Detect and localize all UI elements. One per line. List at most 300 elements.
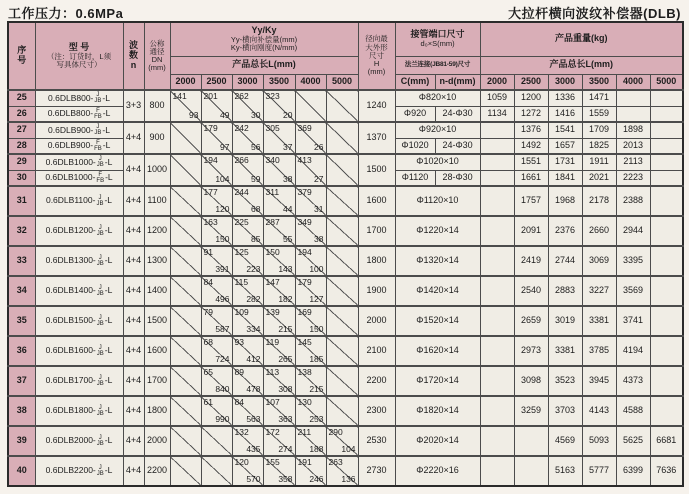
table-row — [8, 366, 683, 396]
table-row — [8, 246, 683, 276]
lateral-stiffness-value: 104 — [341, 443, 356, 454]
lateral-stiffness-value: 334 — [246, 323, 261, 334]
yk-diagonal-cell — [326, 306, 358, 336]
cell-flange-c: Φ1120 — [395, 170, 435, 186]
yk-diagonal-cell — [232, 122, 263, 154]
cell-weight: 3395 — [616, 246, 650, 276]
yk-diagonal-cell — [232, 306, 263, 336]
cell-model — [35, 216, 123, 246]
yk-diagonal-cell — [326, 396, 358, 426]
cell-h-dim: 2730 — [358, 456, 395, 486]
yk-diagonal-cell — [326, 186, 358, 216]
cell-dn: 1200 — [144, 216, 170, 246]
cell-weight: 2223 — [616, 170, 650, 186]
cell-weight: 1657 — [548, 138, 582, 154]
model-variant-fraction: J JB — [96, 195, 104, 207]
model-code: 0.6DLB2200- J JB -L — [45, 465, 113, 477]
cell-weight: 2744 — [548, 246, 582, 276]
cell-weight: 2660 — [582, 216, 616, 246]
cell-weight — [650, 170, 683, 186]
cell-pipe-end: Φ1120×10 — [395, 186, 480, 216]
lateral-compensation-value: 169 — [297, 307, 312, 317]
cell-pipe-end: Φ1520×14 — [395, 306, 480, 336]
cell-weight: 1968 — [548, 186, 582, 216]
working-pressure-title: 工作压力：0.6MPa — [8, 6, 124, 21]
header-yk-length-2000: 2000 — [170, 74, 201, 90]
lateral-stiffness-value: 363 — [278, 413, 293, 424]
lateral-compensation-value: 266 — [234, 155, 249, 165]
cell-dn: 1100 — [144, 186, 170, 216]
cell-weight — [650, 90, 683, 106]
model-code: 0.6DLB800- F FB -L — [47, 107, 111, 120]
lateral-stiffness-value: 26 — [314, 141, 324, 152]
cell-model — [35, 138, 123, 154]
cell-weight — [650, 216, 683, 246]
cell-weight — [480, 396, 514, 426]
cell-weight: 2659 — [514, 306, 548, 336]
cell-weight: 1272 — [514, 106, 548, 122]
table-row — [8, 426, 683, 456]
yk-diagonal-cell — [295, 396, 326, 426]
cell-model — [35, 396, 123, 426]
cell-weight — [480, 138, 514, 154]
lateral-compensation-value: 201 — [203, 91, 218, 101]
cell-weight — [480, 186, 514, 216]
cell-weight: 1541 — [548, 122, 582, 138]
lateral-compensation-value: 84 — [234, 397, 244, 407]
yk-diagonal-cell — [201, 366, 232, 396]
lateral-stiffness-value: 56 — [251, 141, 261, 152]
header-yk-length-3500: 3500 — [263, 74, 295, 90]
model-code: 0.6DLB1600- J JB -L — [45, 345, 113, 357]
cell-model — [35, 246, 123, 276]
lateral-stiffness-value: 724 — [215, 353, 230, 364]
yk-diagonal-cell — [326, 246, 358, 276]
yk-diagonal-cell — [232, 396, 263, 426]
cell-weight: 5777 — [582, 456, 616, 486]
header-yk-length-2500: 2500 — [201, 74, 232, 90]
cell-weight: 2944 — [616, 216, 650, 246]
header-wt-length-3000: 3000 — [548, 74, 582, 90]
cell-pipe-end: Φ1820×14 — [395, 396, 480, 426]
lateral-stiffness-value: 840 — [215, 383, 230, 394]
cell-weight — [650, 396, 683, 426]
header-dn: 公称 通径 DN (mm) — [144, 22, 170, 90]
cell-weight: 3019 — [548, 306, 582, 336]
lateral-compensation-value: 242 — [234, 123, 249, 133]
lateral-stiffness-value: 223 — [246, 263, 261, 274]
lateral-compensation-value: 177 — [203, 187, 218, 197]
yk-diagonal-cell — [295, 154, 326, 186]
lateral-compensation-value: 413 — [297, 155, 312, 165]
model-variant-fraction: F FB — [94, 139, 102, 152]
lateral-compensation-value: 311 — [265, 187, 280, 197]
model-variant-fraction: F FB — [94, 107, 102, 120]
cell-weight — [616, 106, 650, 122]
yk-diagonal-cell — [263, 396, 295, 426]
cell-weight: 2388 — [616, 186, 650, 216]
yk-diagonal-cell — [263, 366, 295, 396]
model-variant-fraction: J JB — [94, 92, 102, 105]
yk-diagonal-cell — [295, 276, 326, 306]
yk-diagonal-cell — [170, 246, 201, 276]
lateral-stiffness-value: 38 — [314, 233, 324, 244]
yk-diagonal-cell — [326, 154, 358, 186]
cell-h-dim: 1240 — [358, 90, 395, 122]
model-code: 0.6DLB1300- J JB -L — [45, 255, 113, 267]
lateral-compensation-value: 172 — [265, 427, 280, 437]
cell-pipe-end: Φ1620×14 — [395, 336, 480, 366]
lateral-stiffness-value: 49 — [220, 109, 230, 120]
yk-diagonal-cell — [232, 186, 263, 216]
lateral-stiffness-value: 97 — [220, 141, 230, 152]
lateral-stiffness-value: 990 — [215, 413, 230, 424]
model-code: 0.6DLB1800- J JB -L — [45, 405, 113, 417]
cell-weight — [650, 138, 683, 154]
cell-pipe-end: Φ920×10 — [395, 122, 480, 138]
cell-weight: 2540 — [514, 276, 548, 306]
cell-weight — [650, 186, 683, 216]
cell-flange-c: Φ1020 — [395, 138, 435, 154]
cell-weight: 3098 — [514, 366, 548, 396]
lateral-stiffness-value: 478 — [246, 383, 261, 394]
lateral-compensation-value: 113 — [265, 367, 280, 377]
cell-weight: 2883 — [548, 276, 582, 306]
cell-weight: 5093 — [582, 426, 616, 456]
cell-wave-count: 4+4 — [123, 186, 144, 216]
model-variant-fraction: J JB — [96, 156, 104, 169]
lateral-stiffness-value: 496 — [215, 293, 230, 304]
header-h-dim: 径向最 大外形 尺寸 H (mm) — [358, 22, 395, 90]
cell-weight: 4569 — [548, 426, 582, 456]
yk-diagonal-cell — [232, 426, 263, 456]
lateral-compensation-value: 225 — [234, 217, 249, 227]
cell-weight — [480, 170, 514, 186]
cell-weight: 4373 — [616, 366, 650, 396]
lateral-stiffness-value: 27 — [314, 173, 324, 184]
yk-diagonal-cell — [201, 246, 232, 276]
cell-weight — [480, 122, 514, 138]
yk-diagonal-cell — [232, 366, 263, 396]
yk-diagonal-cell — [232, 154, 263, 186]
cell-weight: 1134 — [480, 106, 514, 122]
lateral-stiffness-value: 143 — [278, 263, 293, 274]
model-code: 0.6DLB1500- J JB -L — [45, 315, 113, 327]
cell-weight — [480, 366, 514, 396]
cell-seq: 30 — [8, 170, 35, 186]
header-wt-length-3500: 3500 — [582, 74, 616, 90]
cell-weight: 3785 — [582, 336, 616, 366]
lateral-stiffness-value: 150 — [309, 323, 324, 334]
cell-weight — [650, 106, 683, 122]
cell-weight: 3381 — [548, 336, 582, 366]
cell-flange-nd: 28-Φ30 — [435, 170, 480, 186]
table-row — [8, 216, 683, 246]
cell-model — [35, 306, 123, 336]
table-row — [8, 396, 683, 426]
cell-weight: 3741 — [616, 306, 650, 336]
spec-table — [7, 21, 684, 487]
header-pipe-end: 接管端口尺寸 d₀×S(mm) — [395, 22, 480, 56]
cell-wave-count: 4+4 — [123, 336, 144, 366]
yk-diagonal-cell — [170, 276, 201, 306]
model-code: 0.6DLB1000- J JB -L — [45, 156, 113, 169]
cell-weight — [480, 426, 514, 456]
lateral-compensation-value: 244 — [234, 187, 249, 197]
cell-model — [35, 456, 123, 486]
cell-weight: 1841 — [548, 170, 582, 186]
cell-wave-count: 4+4 — [123, 366, 144, 396]
lateral-stiffness-value: 38 — [283, 173, 293, 184]
cell-seq: 27 — [8, 122, 35, 138]
lateral-compensation-value: 290 — [328, 427, 343, 437]
yk-diagonal-cell — [170, 306, 201, 336]
cell-weight: 3523 — [548, 366, 582, 396]
lateral-compensation-value: 120 — [234, 457, 249, 467]
lateral-compensation-value: 287 — [265, 217, 280, 227]
lateral-compensation-value: 150 — [265, 247, 280, 257]
lateral-compensation-value: 115 — [234, 277, 249, 287]
lateral-stiffness-value: 30 — [251, 109, 261, 120]
model-variant-fraction: J JB — [96, 375, 104, 387]
lateral-stiffness-value: 44 — [283, 203, 293, 214]
model-variant-fraction: J JB — [96, 345, 104, 357]
yk-diagonal-cell — [263, 306, 295, 336]
yk-diagonal-cell — [263, 122, 295, 154]
cell-dn: 1600 — [144, 336, 170, 366]
cell-weight: 1911 — [582, 154, 616, 170]
lateral-compensation-value: 65 — [203, 367, 213, 377]
cell-dn: 1400 — [144, 276, 170, 306]
lateral-stiffness-value: 37 — [283, 141, 293, 152]
yk-diagonal-cell — [295, 426, 326, 456]
cell-h-dim: 2300 — [358, 396, 395, 426]
lateral-compensation-value: 84 — [203, 277, 213, 287]
yk-diagonal-cell — [170, 186, 201, 216]
lateral-stiffness-value: 358 — [278, 473, 293, 484]
lateral-compensation-value: 194 — [297, 247, 312, 257]
cell-dn: 2000 — [144, 426, 170, 456]
cell-model — [35, 122, 123, 138]
yk-diagonal-cell — [170, 456, 201, 486]
cell-model — [35, 170, 123, 186]
cell-weight — [480, 246, 514, 276]
lateral-stiffness-value: 136 — [341, 473, 356, 484]
cell-weight: 4194 — [616, 336, 650, 366]
table-row — [8, 456, 683, 486]
cell-weight: 3069 — [582, 246, 616, 276]
cell-h-dim: 2000 — [358, 306, 395, 336]
cell-h-dim: 2200 — [358, 366, 395, 396]
lateral-compensation-value: 305 — [265, 123, 280, 133]
cell-pipe-end: Φ1020×10 — [395, 154, 480, 170]
lateral-compensation-value: 130 — [297, 397, 312, 407]
cell-dn: 1000 — [144, 154, 170, 186]
cell-seq: 28 — [8, 138, 35, 154]
model-code: 0.6DLB1000- F FB -L — [45, 171, 113, 184]
lateral-stiffness-value: 55 — [283, 233, 293, 244]
cell-weight: 2113 — [616, 154, 650, 170]
lateral-stiffness-value: 188 — [309, 443, 324, 454]
cell-model — [35, 276, 123, 306]
lateral-compensation-value: 369 — [297, 123, 312, 133]
lateral-compensation-value: 349 — [297, 217, 312, 227]
yk-diagonal-cell — [201, 90, 232, 122]
header-flange-label: 法兰连接(JB81-59)尺寸 — [395, 56, 480, 74]
cell-weight: 2021 — [582, 170, 616, 186]
cell-h-dim: 2530 — [358, 426, 395, 456]
lateral-stiffness-value: 215 — [278, 323, 293, 334]
lateral-stiffness-value: 93 — [189, 109, 199, 120]
cell-h-dim: 1500 — [358, 154, 395, 186]
lateral-compensation-value: 89 — [234, 367, 244, 377]
cell-pipe-end: Φ1220×14 — [395, 216, 480, 246]
lateral-compensation-value: 138 — [297, 367, 312, 377]
lateral-compensation-value: 163 — [203, 217, 218, 227]
model-variant-fraction: J JB — [96, 405, 104, 417]
cell-h-dim: 1800 — [358, 246, 395, 276]
cell-weight: 1559 — [582, 106, 616, 122]
header-wave-count: 波 数 n — [123, 22, 144, 90]
header-yk-group: Yy/Ky Yy-横向补偿量(mm) Ky-横向刚度(N/mm) — [170, 22, 358, 56]
header-wt-length-2500: 2500 — [514, 74, 548, 90]
cell-flange-nd: 24-Φ30 — [435, 138, 480, 154]
yk-diagonal-cell — [263, 186, 295, 216]
cell-seq: 38 — [8, 396, 35, 426]
cell-weight: 1661 — [514, 170, 548, 186]
cell-seq: 26 — [8, 106, 35, 122]
model-variant-fraction: J JB — [96, 285, 104, 297]
lateral-compensation-value: 141 — [172, 91, 187, 101]
table-row — [8, 306, 683, 336]
cell-seq: 37 — [8, 366, 35, 396]
cell-weight — [616, 90, 650, 106]
lateral-stiffness-value: 31 — [314, 203, 324, 214]
cell-pipe-end: Φ1720×14 — [395, 366, 480, 396]
header-model: 型 号 （注：订货时，L须 写具体尺寸） — [35, 22, 123, 90]
header-yk-length-4000: 4000 — [295, 74, 326, 90]
lateral-compensation-value: 145 — [297, 337, 312, 347]
yk-diagonal-cell — [295, 216, 326, 246]
yk-diagonal-cell — [326, 426, 358, 456]
cell-model — [35, 186, 123, 216]
yk-diagonal-cell — [201, 306, 232, 336]
cell-pipe-end: Φ1320×14 — [395, 246, 480, 276]
header-wt-length-5000: 5000 — [650, 74, 683, 90]
yk-diagonal-cell — [170, 366, 201, 396]
lateral-compensation-value: 91 — [203, 247, 213, 257]
cell-weight: 2013 — [616, 138, 650, 154]
yk-diagonal-cell — [170, 426, 201, 456]
cell-wave-count: 4+4 — [123, 122, 144, 154]
cell-wave-count: 3+3 — [123, 90, 144, 122]
cell-seq: 33 — [8, 246, 35, 276]
cell-wave-count: 4+4 — [123, 306, 144, 336]
model-code: 0.6DLB900- F FB -L — [47, 139, 111, 152]
cell-weight: 2091 — [514, 216, 548, 246]
cell-weight: 6681 — [650, 426, 683, 456]
cell-weight — [650, 276, 683, 306]
model-code: 0.6DLB900- J JB -L — [48, 124, 110, 137]
cell-weight: 1336 — [548, 90, 582, 106]
cell-weight — [480, 456, 514, 486]
cell-flange-c: Φ920 — [395, 106, 435, 122]
cell-flange-nd: 24-Φ30 — [435, 106, 480, 122]
lateral-compensation-value: 340 — [265, 155, 280, 165]
lateral-compensation-value: 109 — [234, 307, 249, 317]
cell-weight: 7636 — [650, 456, 683, 486]
cell-model — [35, 426, 123, 456]
yk-diagonal-cell — [295, 90, 326, 122]
model-variant-fraction: J JB — [94, 124, 102, 137]
model-variant-fraction: J JB — [96, 465, 104, 477]
cell-dn: 1700 — [144, 366, 170, 396]
cell-model — [35, 90, 123, 106]
cell-h-dim: 2100 — [358, 336, 395, 366]
lateral-compensation-value: 263 — [328, 457, 343, 467]
yk-diagonal-cell — [232, 336, 263, 366]
yk-diagonal-cell — [326, 276, 358, 306]
lateral-stiffness-value: 127 — [309, 293, 324, 304]
lateral-stiffness-value: 246 — [309, 473, 324, 484]
cell-weight — [650, 306, 683, 336]
yk-diagonal-cell — [326, 216, 358, 246]
model-variant-fraction: F FB — [96, 171, 105, 184]
lateral-compensation-value: 107 — [265, 397, 280, 407]
cell-h-dim: 1600 — [358, 186, 395, 216]
cell-weight — [480, 154, 514, 170]
cell-weight: 3381 — [582, 306, 616, 336]
yk-diagonal-cell — [263, 276, 295, 306]
lateral-stiffness-value: 253 — [309, 413, 324, 424]
yk-diagonal-cell — [295, 336, 326, 366]
lateral-compensation-value: 179 — [297, 277, 312, 287]
cell-weight: 3569 — [616, 276, 650, 306]
yk-diagonal-cell — [263, 246, 295, 276]
lateral-stiffness-value: 282 — [246, 293, 261, 304]
table-row — [8, 90, 683, 106]
cell-weight — [650, 246, 683, 276]
lateral-stiffness-value: 265 — [278, 353, 293, 364]
header-yk-length-label: 产品总长L(mm) — [170, 56, 358, 74]
lateral-stiffness-value: 435 — [246, 443, 261, 454]
yk-diagonal-cell — [326, 456, 358, 486]
lateral-stiffness-value: 120 — [215, 203, 230, 214]
lateral-stiffness-value: 104 — [215, 173, 230, 184]
yk-diagonal-cell — [326, 336, 358, 366]
yk-diagonal-cell — [201, 426, 232, 456]
cell-dn: 900 — [144, 122, 170, 154]
yk-diagonal-cell — [295, 122, 326, 154]
lateral-stiffness-value: 185 — [309, 353, 324, 364]
lateral-stiffness-value: 215 — [309, 383, 324, 394]
cell-seq: 39 — [8, 426, 35, 456]
yk-diagonal-cell — [263, 456, 295, 486]
cell-dn: 1800 — [144, 396, 170, 426]
cell-seq: 40 — [8, 456, 35, 486]
lateral-stiffness-value: 412 — [246, 353, 261, 364]
header-seq: 序 号 — [8, 22, 35, 90]
cell-weight: 1825 — [582, 138, 616, 154]
header-weight-length-label: 产品总长L(mm) — [480, 56, 683, 74]
cell-seq: 35 — [8, 306, 35, 336]
lateral-compensation-value: 93 — [234, 337, 244, 347]
yk-diagonal-cell — [201, 186, 232, 216]
cell-dn: 1500 — [144, 306, 170, 336]
cell-weight: 3259 — [514, 396, 548, 426]
cell-weight: 1757 — [514, 186, 548, 216]
lateral-compensation-value: 147 — [265, 277, 280, 287]
